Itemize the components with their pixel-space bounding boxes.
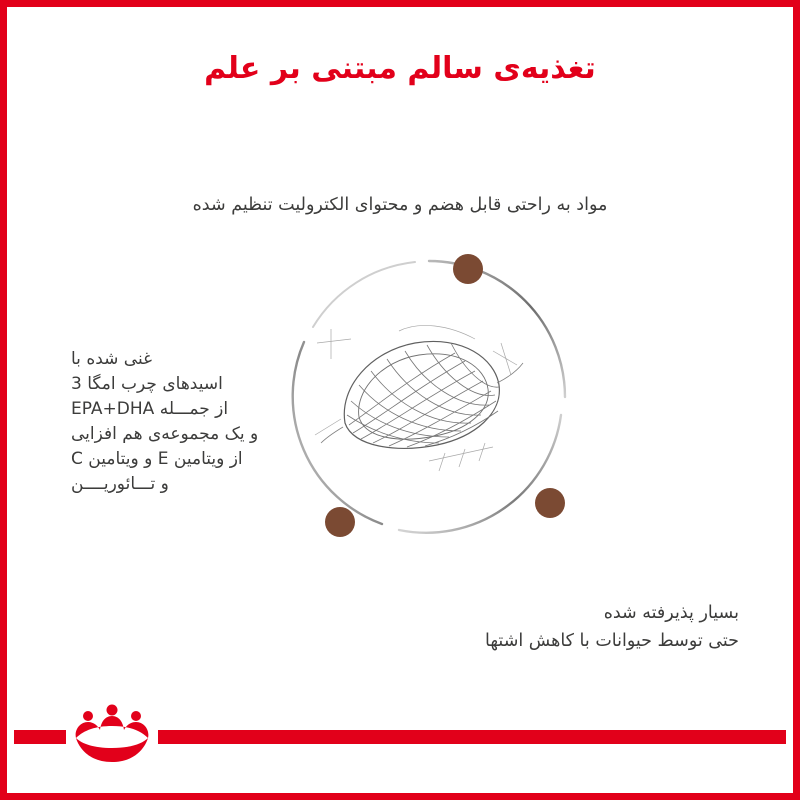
caption-left-line-4: و یک مجموعه‌ی هم افزایی	[71, 424, 259, 444]
diagram-arcs	[293, 261, 565, 533]
footer-rule-left	[14, 730, 66, 744]
royal-canin-crown-icon	[70, 704, 154, 770]
caption-bottom-line-1: بسیار پذیرفته شده	[603, 603, 739, 623]
page-title: تغذیه‌ی سالم مبتنی بر علم	[204, 51, 596, 86]
node-left	[325, 507, 355, 537]
caption-bottom-line-2: حتی توسط حیوانات با کاهش اشتها	[485, 631, 739, 651]
circular-diagram	[279, 247, 579, 547]
node-top	[453, 254, 483, 284]
caption-left-line-5: از ویتامین E و ویتامین C	[71, 449, 243, 469]
footer	[14, 700, 786, 786]
caption-bottom	[7, 599, 739, 655]
node-right	[535, 488, 565, 518]
diagram-svg	[279, 247, 579, 547]
caption-left-line-3: از جمـــله EPA+DHA	[71, 399, 229, 419]
caption-left-line-1: غنی شده با	[71, 349, 152, 369]
caption-left	[71, 347, 301, 497]
footer-rule-right	[158, 730, 786, 744]
kibble-sketch-illustration	[315, 325, 523, 471]
caption-left-line-6: و تـــائوریــــن	[71, 474, 169, 494]
caption-top: مواد به راحتی قابل هضم و محتوای الکترولیت تنظیم شده	[192, 195, 608, 215]
caption-left-line-2: اسیدهای چرب امگا 3	[71, 374, 223, 394]
